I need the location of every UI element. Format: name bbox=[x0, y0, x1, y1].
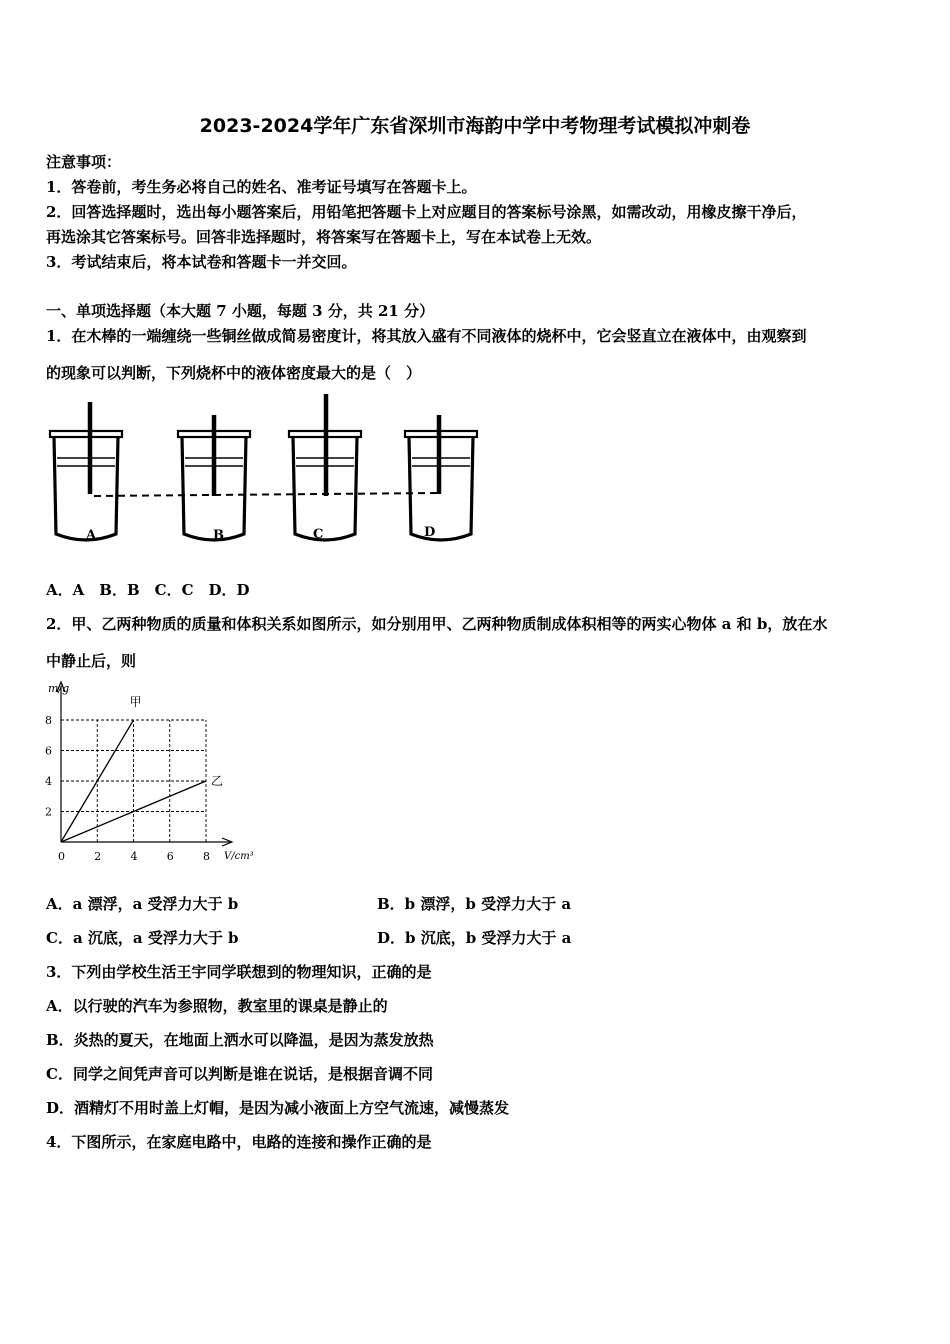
beaker-label-a: A bbox=[86, 528, 97, 543]
beaker-label-d: D bbox=[424, 525, 436, 540]
y-tick-label: 2 bbox=[45, 805, 52, 819]
q1-stem-line2: 的现象可以判断，下列烧杯中的液体密度最大的是（ ） bbox=[46, 364, 422, 382]
reference-dashed-line bbox=[94, 493, 439, 496]
beaker-b bbox=[178, 415, 250, 540]
mass-volume-chart bbox=[40, 676, 270, 872]
notice-item: 再选涂其它答案标号。回答非选择题时，将答案写在答题卡上，写在本试卷上无效。 bbox=[46, 228, 602, 246]
q4-stem: 4．下图所示，在家庭电路中，电路的连接和操作正确的是 bbox=[46, 1133, 432, 1151]
q2-stem-line2: 中静止后，则 bbox=[46, 652, 137, 670]
q3-option-d: D．酒精灯不用时盖上灯帽，是因为减小液面上方空气流速，减慢蒸发 bbox=[46, 1099, 510, 1117]
q3-option-b: B．炎热的夏天，在地面上洒水可以降温，是因为蒸发放热 bbox=[46, 1031, 434, 1049]
x-tick-label: 2 bbox=[94, 850, 102, 863]
y-axis-label: m/g bbox=[48, 682, 70, 695]
beaker-label-c: C bbox=[313, 527, 324, 542]
notice-heading: 注意事项： bbox=[46, 153, 122, 171]
q1-options: A．A B．B C．C D．D bbox=[46, 581, 250, 599]
beaker-a bbox=[50, 402, 122, 540]
x-tick-label: 6 bbox=[166, 850, 174, 863]
x-tick-label: 0 bbox=[58, 850, 65, 863]
notice-item: 2．回答选择题时，选出每小题答案后，用铅笔把答题卡上对应题目的答案标号涂黑，如需改动，用橡皮擦干净后， bbox=[46, 203, 807, 221]
section-heading: 一、单项选择题（本大题 7 小题，每题 3 分，共 21 分） bbox=[46, 302, 435, 320]
x-tick-label: 8 bbox=[203, 850, 210, 863]
q3-option-a: A．以行驶的汽车为参照物，教室里的课桌是静止的 bbox=[46, 997, 388, 1015]
y-tick-label: 6 bbox=[45, 744, 52, 758]
q2-option-d: D．b 沉底，b 受浮力大于 a bbox=[377, 929, 572, 947]
q3-option-c: C．同学之间凭声音可以判断是谁在说话，是根据音调不同 bbox=[46, 1065, 433, 1083]
notice-item: 1．答卷前，考生务必将自己的姓名、准考证号填写在答题卡上。 bbox=[46, 178, 477, 196]
beaker-c bbox=[289, 394, 361, 540]
beaker-d bbox=[405, 415, 477, 540]
q2-option-c: C．a 沉底，a 受浮力大于 b bbox=[46, 929, 239, 947]
y-tick-label: 4 bbox=[45, 775, 52, 788]
y-tick-label: 8 bbox=[45, 714, 52, 727]
chart-grid bbox=[61, 720, 206, 842]
q1-stem-line1: 1．在木棒的一端缠绕一些铜丝做成简易密度计，将其放入盛有不同液体的烧杯中，它会竖直立在液体中，由观察到 bbox=[46, 327, 807, 345]
x-tick-label: 4 bbox=[130, 850, 138, 863]
q3-stem: 3．下列由学校生活王宇同学联想到的物理知识，正确的是 bbox=[46, 963, 432, 981]
x-axis-label: V/cm³ bbox=[224, 851, 254, 862]
notice-item: 3．考试结束后，将本试卷和答题卡一并交回。 bbox=[46, 253, 357, 271]
page-title: 2023-2024学年广东省深圳市海韵中学中考物理考试模拟冲刺卷 bbox=[199, 115, 751, 137]
q2-option-b: B．b 漂浮，b 受浮力大于 a bbox=[377, 895, 572, 913]
q2-stem-line1: 2．甲、乙两种物质的质量和体积关系如图所示，如分别用甲、乙两种物质制成体积相等的两实心物体 a 和 b，放在水 bbox=[46, 615, 828, 633]
beaker-label-b: B bbox=[213, 528, 224, 543]
series-label: 甲 bbox=[129, 695, 142, 709]
q1-beaker-figure bbox=[44, 390, 484, 550]
series-label: 乙 bbox=[211, 774, 224, 788]
q2-option-a: A．a 漂浮，a 受浮力大于 b bbox=[46, 895, 239, 913]
